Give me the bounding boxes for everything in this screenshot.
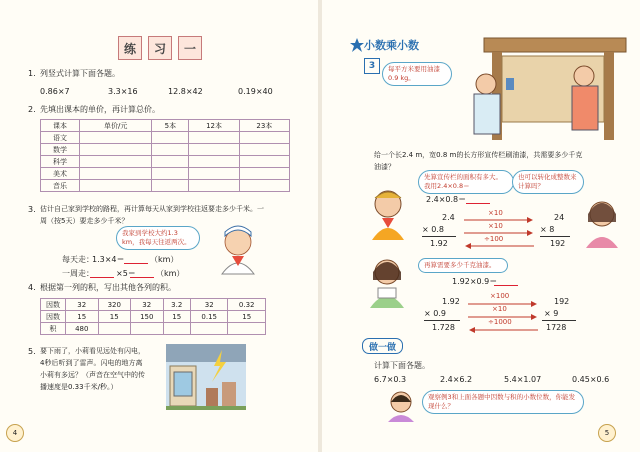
table-row: [41, 180, 290, 192]
price-table: [40, 119, 290, 192]
calc2-factor-a: 1.92: [442, 297, 460, 306]
calc2-arrow1-label: ×100: [490, 292, 510, 300]
problem-line-2: 油漆？: [374, 163, 395, 171]
table-row-label: 积: [41, 323, 66, 335]
table-row-label: 科学: [41, 156, 80, 168]
calc1-int-result: 192: [550, 239, 566, 248]
table-row-label: 数学: [41, 144, 80, 156]
calc2-result: 1.728: [432, 323, 455, 332]
calc2-int-result: 1728: [546, 323, 567, 332]
table-cell: [189, 144, 239, 156]
q3-text-line2: 周（按5天）要走多少千米？: [40, 217, 129, 225]
table-row-label: 因数: [41, 311, 66, 323]
table-cell: [239, 144, 289, 156]
table-cell: [80, 156, 152, 168]
table-cell: [239, 168, 289, 180]
table-cell: 32: [190, 299, 228, 311]
answer-blank[interactable]: [124, 257, 148, 264]
table-cell: 3.2: [163, 299, 190, 311]
q2-number: 2.: [28, 105, 36, 114]
speech-bubble-bottom: 观察例3和上面各题中因数与积的小数位数，你能发现什么？: [422, 390, 584, 414]
fairy-girl-illustration: [382, 388, 420, 424]
calc2-int-a: 192: [554, 297, 570, 306]
q1-item-1: 0.86×7: [40, 87, 70, 96]
table-cell: [80, 168, 152, 180]
paint-expression: 1.92×0.9＝: [452, 277, 498, 286]
table-cell: [189, 132, 239, 144]
answer-blank[interactable]: [466, 197, 490, 204]
calc2-rule: [424, 320, 460, 321]
table-cell: [239, 180, 289, 192]
table-row: [41, 299, 266, 311]
table-cell: [152, 144, 189, 156]
right-page: [322, 0, 640, 452]
practice-label: 做一做: [362, 338, 403, 354]
table-cell: [152, 156, 189, 168]
table-cell: [80, 144, 152, 156]
table-cell: 480: [66, 323, 99, 335]
exercise-3: 5.4×1.07: [504, 375, 542, 384]
exercise-2: 2.4×6.2: [440, 375, 473, 384]
speech-bubble-paint: 每平方米要用油漆0.9 kg。: [382, 62, 452, 86]
table-cell: [163, 323, 190, 335]
table-row-label: 美术: [41, 168, 80, 180]
conversion-arrows-2: [466, 300, 542, 334]
q5-line-3: 小莉有多远？（声音在空气中的传: [40, 371, 145, 379]
q1-number: 1.: [28, 69, 36, 78]
table-row: [41, 144, 290, 156]
q3-number: 3.: [28, 205, 36, 214]
q3-text-line1: 估计自己家到学校的路程，再计算每天从家到学校往返要走多少千米。一: [40, 205, 264, 213]
answer-blank[interactable]: [130, 271, 154, 278]
q5-line-4: 播速度是0.33千米/秒。）: [40, 383, 118, 391]
conversion-arrows-1: [462, 216, 538, 250]
table-cell: [152, 168, 189, 180]
table-cell: 15: [163, 311, 190, 323]
table-cell: 15: [66, 311, 99, 323]
table-cell: 15: [98, 311, 131, 323]
table-row: [41, 168, 290, 180]
q2-text: 先填出课本的单价，再计算总价。: [40, 105, 160, 114]
speech-bubble-girl: 也可以转化成整数来计算吗？: [512, 170, 584, 194]
table-row: [41, 323, 266, 335]
answer-blank[interactable]: [494, 279, 518, 286]
calc2-factor-b: × 0.9: [424, 309, 446, 318]
calc2-arrow2-label: ×10: [492, 305, 507, 313]
table-row: [41, 311, 266, 323]
q1-item-4: 0.19×40: [238, 87, 273, 96]
q5-number: 5.: [28, 347, 36, 356]
calc1-factor-b: × 0.8: [422, 225, 444, 234]
girl-reading-illustration: [362, 256, 412, 310]
boy-illustration: [210, 222, 266, 276]
table-row-label: 因数: [41, 299, 66, 311]
title-char-3: 一: [178, 36, 202, 60]
calc1-int-a: 24: [554, 213, 565, 222]
painting-billboard-illustration: [434, 30, 630, 142]
calc1-int-b: × 8: [540, 225, 555, 234]
q3-line2-unit: （km）: [156, 269, 185, 278]
table-cell: 0.32: [228, 299, 266, 311]
q3-line1-expr: 1.3×4＝: [92, 255, 125, 264]
page-number-left: 4: [6, 424, 24, 442]
section-title: 小数乘小数: [364, 39, 419, 52]
calc1-arrow3-label: ÷100: [484, 235, 504, 243]
table-cell: [80, 132, 152, 144]
area-expression: 2.4×0.8＝: [426, 195, 467, 204]
table-row-label: 音乐: [41, 180, 80, 192]
q3-line2-label: 一周走：: [62, 269, 94, 278]
answer-blank[interactable]: [90, 271, 114, 278]
speech-bubble-girl2: 再算需要多少千克油漆。: [418, 258, 508, 273]
speech-bubble-school: 我家到学校大约1.3 km，我每天往返两次。: [116, 226, 200, 250]
calc1-factor-a: 2.4: [442, 213, 455, 222]
table-cell: [131, 323, 164, 335]
q3-line1-unit: （km）: [150, 255, 179, 264]
q3-line1-label: 每天走：: [62, 255, 94, 264]
table-row: [41, 120, 290, 132]
lightning-window-illustration: [166, 344, 246, 410]
practice-instruction: 计算下面各题。: [374, 361, 430, 370]
calc2-arrow3-label: ÷1000: [488, 318, 512, 326]
table-header-cell: 23本: [239, 120, 289, 132]
table-cell: [189, 156, 239, 168]
exercise-4: 0.45×0.6: [572, 375, 610, 384]
exercise-1: 6.7×0.3: [374, 375, 407, 384]
table-cell: [190, 323, 228, 335]
problem-line-1: 给一个长2.4 m，宽0.8 m的长方形宣传栏刷油漆，共需要多少千克: [374, 151, 583, 159]
q1-text: 列竖式计算下面各题。: [40, 69, 120, 78]
girl-student-illustration: [576, 196, 628, 250]
calc1-rule: [422, 236, 456, 237]
q1-item-2: 3.3×16: [108, 87, 138, 96]
calc1-arrow2-label: ×10: [488, 222, 503, 230]
table-cell: 15: [228, 311, 266, 323]
table-header-cell: 课本: [41, 120, 80, 132]
table-header-cell: 单价/元: [80, 120, 152, 132]
table-cell: 320: [98, 299, 131, 311]
table-cell: [152, 132, 189, 144]
title-char-2: 习: [148, 36, 172, 60]
calc1-result: 1.92: [430, 239, 448, 248]
table-cell: 32: [66, 299, 99, 311]
table-cell: 0.15: [190, 311, 228, 323]
table-row-label: 语文: [41, 132, 80, 144]
factor-table: [40, 298, 266, 335]
table-header-cell: 12本: [189, 120, 239, 132]
calc2-int-rule: [542, 320, 576, 321]
q4-number: 4.: [28, 283, 36, 292]
q5-line-1: 要下雨了，小莉看见远处有闪电，: [40, 347, 145, 355]
table-row: [41, 132, 290, 144]
example-number-badge: 3: [364, 58, 380, 74]
table-cell: [189, 168, 239, 180]
table-cell: [239, 156, 289, 168]
table-cell: [228, 323, 266, 335]
star-icon: [350, 38, 364, 52]
calc1-arrow1-label: ×10: [488, 209, 503, 217]
table-cell: [189, 180, 239, 192]
table-cell: [239, 132, 289, 144]
speech-bubble-boy: 先算宣传栏的面积有多大。我用2.4×0.8＝: [418, 170, 514, 194]
title-char-1: 练: [118, 36, 142, 60]
table-cell: 32: [131, 299, 164, 311]
calc1-int-rule: [540, 236, 570, 237]
table-cell: [80, 180, 152, 192]
table-cell: [152, 180, 189, 192]
table-row: [41, 156, 290, 168]
q1-item-3: 12.8×42: [168, 87, 203, 96]
boy-student-illustration: [362, 186, 414, 242]
q4-text: 根据第一列的积，写出其他各列的积。: [40, 283, 176, 292]
q5-line-2: 4秒后听到了雷声。闪电的地方离: [40, 359, 143, 367]
q3-line2-expr: ×5＝: [116, 269, 136, 278]
page-number-right: 5: [598, 424, 616, 442]
calc2-int-b: × 9: [544, 309, 559, 318]
table-header-cell: 5本: [152, 120, 189, 132]
table-cell: 150: [131, 311, 164, 323]
table-cell: [98, 323, 131, 335]
left-page: [0, 0, 318, 452]
